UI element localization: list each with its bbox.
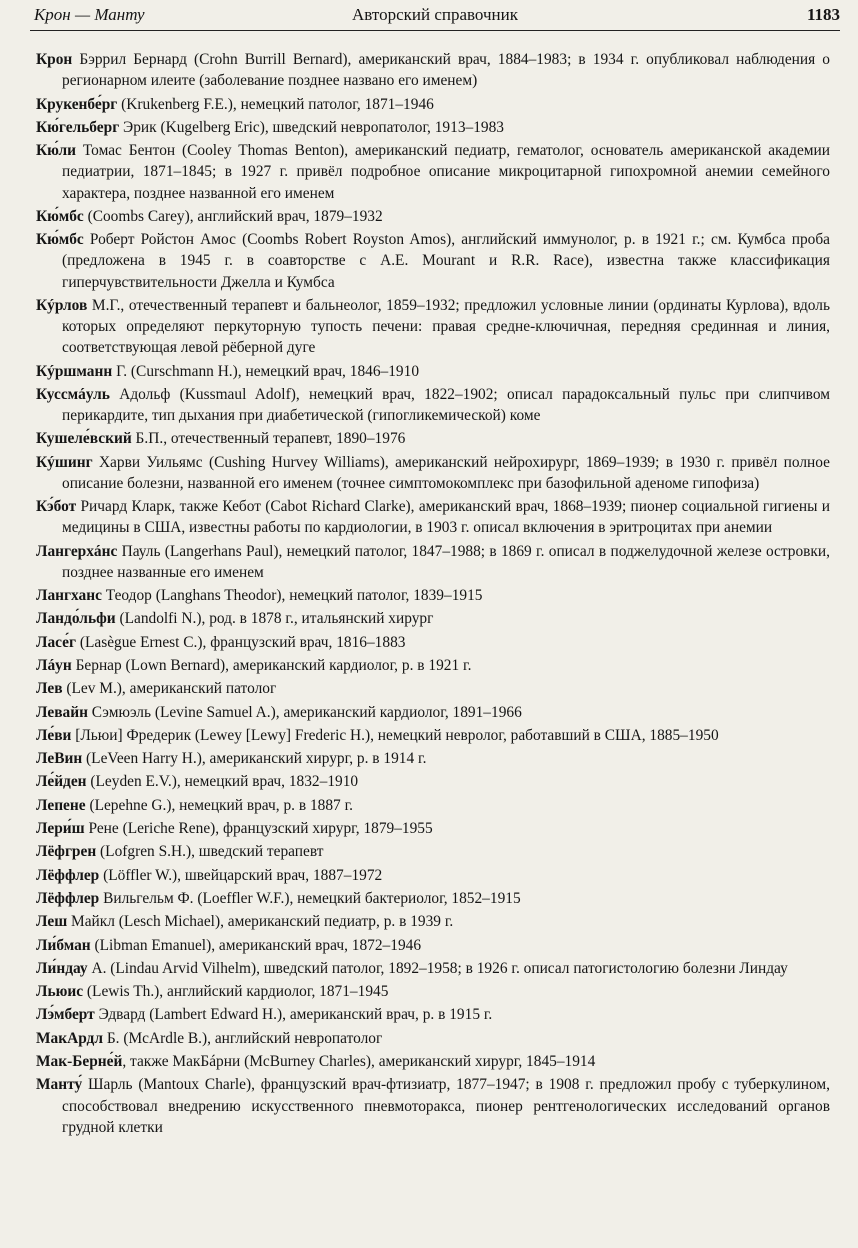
entry-text: Эдвард (Lambert Edward H.), американский врач, р. в 1915 г. [94, 1006, 493, 1024]
entry-text: (Lewis Th.), английский кардиолог, 1871–1945 [83, 983, 389, 1001]
entry-headword: Лери́ш [36, 820, 85, 838]
entry-text: Вильгельм Ф. (Loeffler W.F.), немецкий бактериолог, 1852–1915 [99, 889, 521, 907]
entry-headword: Лепене [36, 796, 86, 814]
entry-headword: Крукенбе́рг [36, 95, 118, 113]
entry-headword: Ласе́г [36, 633, 77, 651]
entry-text: (Libman Emanuel), американский врач, 1872–1946 [90, 936, 422, 954]
entry-headword: Левайн [36, 703, 88, 721]
entry [36, 541, 830, 583]
entry-text: (Lofgren S.H.), шведский терапевт [96, 843, 324, 861]
entry [36, 795, 830, 816]
entry [36, 911, 830, 932]
entry-headword: МакАрдл [36, 1029, 103, 1047]
entry [36, 958, 830, 979]
entry-headword: Кэ́бот [36, 498, 77, 516]
entry-text: Майкл (Lesch Michael), американский педиатр, р. в 1939 г. [67, 913, 454, 931]
entry [36, 981, 830, 1002]
entry [36, 702, 830, 723]
entry-text: (LeVeen Harry H.), американский хирург, р. в 1914 г. [82, 750, 427, 768]
entry-text: Г. (Curschmann H.), немецкий врач, 1846–1910 [112, 362, 420, 380]
entry-text: Рене (Leriche Rene), французский хирург, 1879–1955 [84, 820, 433, 838]
header-rule [30, 30, 840, 31]
section-title: Авторский справочник [352, 5, 518, 24]
entry-headword: Ли́ндау [36, 959, 88, 977]
entry-headword: Кю́гельберг [36, 118, 120, 136]
entry-text: (Lepehne G.), немецкий врач, р. в 1887 г. [85, 796, 354, 814]
entry-headword: Кýршманн [36, 362, 113, 380]
entry-headword: Ле́ви [36, 726, 72, 744]
entry [36, 935, 830, 956]
entry [36, 361, 830, 382]
entry-text: Б.П., отечественный терапевт, 1890–1976 [131, 430, 406, 448]
entry [36, 229, 830, 293]
entry-headword: Ли́бман [36, 936, 91, 954]
entry [36, 841, 830, 862]
entry-headword: Крон [36, 51, 73, 68]
entry [36, 748, 830, 769]
entry-text: Эрик (Kugelberg Eric), шведский невропатолог, 1913–1983 [119, 118, 504, 136]
entry [36, 452, 830, 494]
entry-text: (Lasègue Ernest C.), французский врач, 1816–1883 [76, 633, 406, 651]
entry-headword: ЛеВин [36, 750, 83, 768]
entry-headword: Льюис [36, 983, 84, 1001]
entry [36, 94, 830, 115]
entry [36, 865, 830, 886]
entry-text: Томас Бентон (Cooley Thomas Benton), американский педиатр, гематолог, основатель американской академии педиатрии, 1871–1845; в 1927 г. привёл подробное описание микроцитарной гипохромной анемии семейного характера, позднее названной его именем [62, 142, 830, 202]
entry [36, 1051, 830, 1072]
entry-text: Адольф (Kussmaul Adolf), немецкий врач, 1822–1902; описал парадоксальный пульс при слипчивом перикардите, тип дыхания при диабетической (гипогликемической) коме [62, 385, 830, 424]
entry-headword: Ландо́льфи [36, 610, 116, 628]
entry-text: Бернар (Lown Bernard), американский кардиолог, р. в 1921 г. [71, 656, 472, 674]
entry [36, 1004, 830, 1025]
entry [36, 608, 830, 629]
entry-text: Шарль (Mantoux Charle), французский врач-фтизиатр, 1877–1947; в 1908 г. предложил пробу с туберкулином, способствовал внедрению искусственного пневмоторакса, пионер рентгенологических исследований органов грудной клетки [62, 1076, 830, 1136]
entry [36, 1028, 830, 1049]
entry [36, 818, 830, 839]
entry-headword: Лэ́мберт [36, 1006, 95, 1024]
entry-headword: Манту́ [36, 1076, 83, 1094]
entry-text: (Leyden E.V.), немецкий врач, 1832–1910 [86, 773, 359, 791]
entry-headword: Лангханс [36, 587, 102, 605]
entry-text: Сэмюэль (Levine Samuel A.), американский кардиолог, 1891–1966 [87, 703, 522, 721]
entry [36, 49, 830, 91]
entry-headword: Лангерхáнс [36, 542, 118, 560]
entry-text: Харви Уильямс (Cushing Hurvey Williams), американский нейрохирург, 1869–1939; в 1930 г. привёл полное описание болезни, названной его именем (точнее симптомокомплекс при базофильной аденоме гипофиза) [62, 453, 830, 492]
entry-text: (Lev M.), американский патолог [62, 680, 277, 698]
entry-headword: Кушеле́вский [36, 430, 132, 448]
entry [36, 140, 830, 204]
entry [36, 585, 830, 606]
entry [36, 206, 830, 227]
running-head: Крон — Манту [34, 5, 145, 24]
entry-text: (Löffler W.), швейцарский врач, 1887–1972 [99, 866, 383, 884]
entry-headword: Кю́ли [36, 142, 77, 160]
entry [36, 295, 830, 359]
entry-headword: Лáун [36, 656, 72, 674]
entry [36, 655, 830, 676]
entry-text: (Landolfi N.), род. в 1878 г., итальянский хирург [115, 610, 434, 628]
entry [36, 888, 830, 909]
entry-text: [Льюи] Фредерик (Lewey [Lewy] Frederic H.), немецкий невролог, работавший в США, 1885–1950 [71, 726, 719, 744]
entry [36, 428, 830, 449]
entry [36, 725, 830, 746]
entry-headword: Лёфгрен [36, 843, 97, 861]
entry-text: А. (Lindau Arvid Vilhelm), шведский патолог, 1892–1958; в 1926 г. описал патогистологию болезни Линдау [87, 959, 788, 977]
entry-headword: Кю́мбс [36, 231, 84, 249]
entry-headword: Лёффлер [36, 889, 100, 907]
entry-headword: Мак-Берне́й [36, 1053, 123, 1071]
entry-text: Роберт Ройстон Амос (Coombs Robert Royston Amos), английский иммунолог, р. в 1921 г.; см. Кумбса проба (предложена в 1945 г. в соавторстве с A.E. Mourant и R.R. Race), известна также классификация гиперчувствительности Джелла и Кумбса [62, 231, 830, 291]
entry-headword: Лев [36, 680, 63, 698]
entry-text: (Coombs Carey), английский врач, 1879–1932 [83, 207, 383, 225]
entry-list [36, 49, 830, 1140]
entry-headword: Кю́мбс [36, 207, 84, 225]
entry-headword: Кýрлов [36, 296, 88, 314]
entry-text: (Krukenberg F.E.), немецкий патолог, 1871–1946 [117, 95, 434, 113]
page-number: 1183 [806, 5, 840, 24]
entry-text: Ричард Кларк, также Кебот (Cabot Richard Clarke), американский врач, 1868–1939; пионер социальной гигиены и медицины в США, известны работы по кардиологии, в 1903 г. описал включения в эритроцитах при анемии [62, 498, 830, 537]
entry-headword: Куссмáуль [36, 385, 110, 403]
entry [36, 678, 830, 699]
entry-headword: Кýшинг [36, 453, 93, 471]
entry-text: М.Г., отечественный терапевт и бальнеолог, 1859–1932; предложил условные линии (ординаты Курлова), вдоль которых определяют перкуторную тупость печени: правая средне-ключичная, передняя срединная и линия, соответствующая левой рёберной дуге [62, 296, 830, 357]
entry-headword: Лёффлер [36, 866, 100, 884]
entry [36, 632, 830, 653]
entry [36, 117, 830, 138]
page-header [30, 2, 840, 28]
entry-text: Пауль (Langerhans Paul), немецкий патолог, 1847–1988; в 1869 г. описал в поджелудочной железе островки, позднее названные его именем [62, 542, 830, 581]
entry-headword: Ле́йден [36, 773, 87, 791]
entry-text: Бэррил Бернард (Crohn Burrill Bernard), американский врач, 1884–1983; в 1934 г. опубликовал наблюдения о регионарном илеите (заболевание позднее названо его именем) [62, 51, 830, 90]
entry [36, 771, 830, 792]
entry [36, 496, 830, 538]
entry-headword: Леш [36, 913, 68, 931]
entry-text: Б. (McArdle B.), английский невропатолог [102, 1029, 383, 1047]
entry [36, 384, 830, 426]
entry-text: Теодор (Langhans Theodor), немецкий патолог, 1839–1915 [101, 587, 483, 605]
entry-text: , также МакБáрни (McBurney Charles), американский хирург, 1845–1914 [122, 1053, 596, 1071]
entry [36, 1074, 830, 1138]
